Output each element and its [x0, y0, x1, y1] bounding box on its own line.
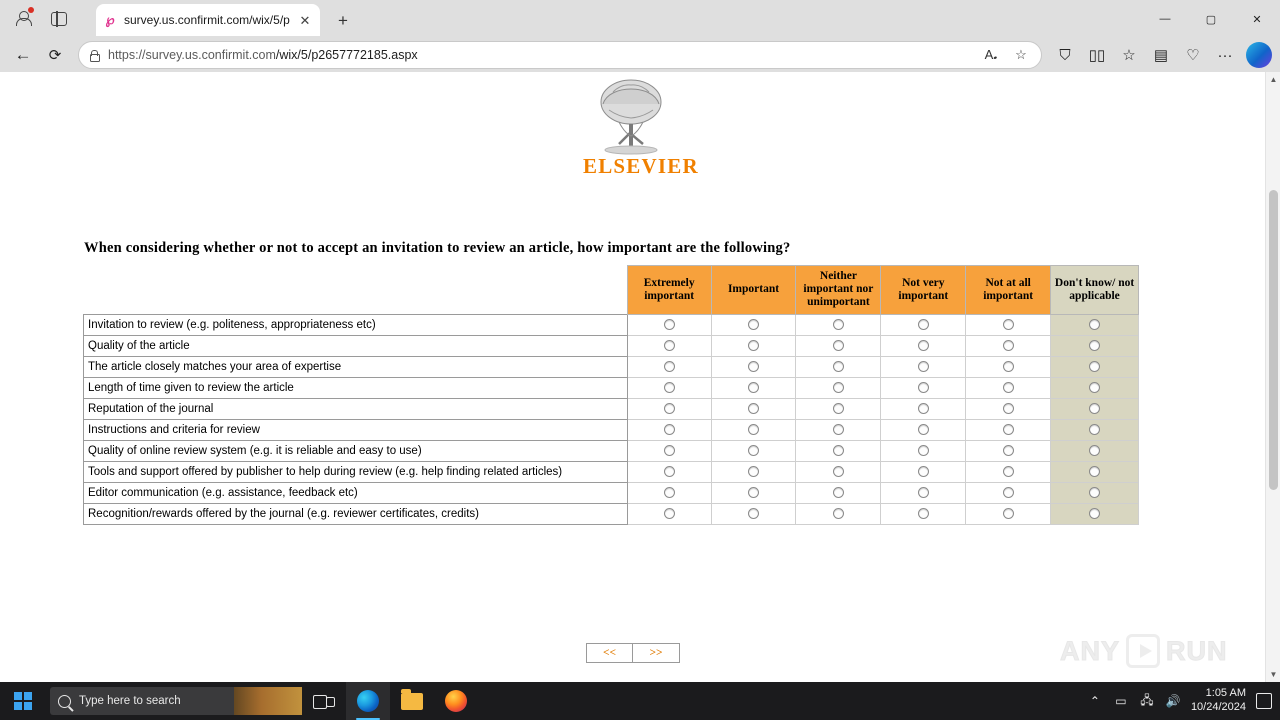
file-explorer-icon	[401, 693, 423, 710]
radio-button[interactable]	[664, 508, 675, 519]
radio-button[interactable]	[748, 466, 759, 477]
radio-cell[interactable]	[711, 335, 796, 356]
grid-header	[84, 266, 1139, 315]
microsoft-edge-icon	[357, 690, 379, 712]
radio-cell[interactable]	[966, 419, 1051, 440]
watermark-text-left: ANY	[1060, 635, 1121, 666]
radio-button[interactable]	[833, 466, 844, 477]
browser-tab[interactable]	[96, 4, 320, 36]
lock-icon	[87, 49, 100, 62]
radio-cell[interactable]	[966, 335, 1051, 356]
show-hidden-icons-icon[interactable]: ⌃	[1089, 694, 1100, 708]
tab-title: survey.us.confirmit.com/wix/5/p	[124, 13, 290, 27]
new-tab-button[interactable]: +	[338, 11, 348, 30]
anyrun-watermark	[1060, 622, 1260, 680]
radio-cell[interactable]	[796, 335, 881, 356]
radio-button[interactable]	[918, 319, 929, 330]
row-label: Length of time given to review the article	[84, 377, 628, 398]
column-header-neither: Neither important nor unimportant	[796, 266, 881, 315]
radio-button[interactable]	[664, 340, 675, 351]
maximize-button[interactable]: ▢	[1205, 13, 1217, 26]
radio-cell[interactable]	[966, 440, 1051, 461]
search-placeholder: Type here to search	[79, 695, 181, 707]
search-icon	[58, 695, 71, 708]
radio-button[interactable]	[1003, 382, 1014, 393]
radio-button[interactable]	[664, 382, 675, 393]
radio-cell[interactable]	[627, 461, 711, 482]
radio-cell[interactable]	[881, 482, 966, 503]
radio-button[interactable]	[664, 466, 675, 477]
row-label: Tools and support offered by publisher to help during review (e.g. help finding related articles)	[84, 461, 628, 482]
radio-button[interactable]	[664, 319, 675, 330]
search-decoration-image	[234, 687, 302, 715]
taskbar-app-firefox[interactable]	[434, 682, 478, 720]
collections-icon[interactable]: ▤	[1153, 47, 1169, 64]
radio-button[interactable]	[1089, 508, 1100, 519]
radio-cell[interactable]	[627, 314, 711, 335]
minimize-button[interactable]: —	[1159, 13, 1171, 25]
radio-cell[interactable]	[796, 461, 881, 482]
radio-cell[interactable]	[796, 503, 881, 524]
radio-cell[interactable]	[796, 482, 881, 503]
network-icon[interactable]: 🖧	[1140, 692, 1154, 707]
radio-cell[interactable]	[966, 314, 1051, 335]
radio-button[interactable]	[664, 424, 675, 435]
radio-cell[interactable]	[881, 377, 966, 398]
column-header-dont-know: Don't know/ not applicable	[1051, 266, 1139, 315]
task-view-button[interactable]	[302, 682, 346, 720]
url-prefix: https://	[108, 48, 146, 62]
column-header-not-at-all-important: Not at all important	[966, 266, 1051, 315]
clock-date: 10/24/2024	[1190, 701, 1246, 713]
table-row	[84, 461, 1139, 482]
taskbar-app-edge[interactable]	[346, 682, 390, 720]
browser-essentials-icon[interactable]: ♡	[1186, 47, 1200, 64]
table-row	[84, 440, 1139, 461]
url-path: /wix/5/p2657772185.aspx	[275, 48, 418, 62]
url-text	[108, 48, 418, 62]
previous-page-button[interactable]: <<	[587, 644, 633, 662]
tab-search-button[interactable]	[44, 4, 74, 34]
radio-button[interactable]	[1003, 424, 1014, 435]
survey-navigation	[586, 643, 680, 663]
radio-button[interactable]	[1089, 361, 1100, 372]
row-label: Reputation of the journal	[84, 398, 628, 419]
taskbar-app-file-explorer[interactable]	[390, 682, 434, 720]
radio-button[interactable]	[1003, 445, 1014, 456]
survey-page	[0, 72, 1265, 682]
radio-cell[interactable]	[966, 461, 1051, 482]
radio-button[interactable]	[748, 319, 759, 330]
favorite-star-icon[interactable]: ☆	[1015, 47, 1027, 62]
radio-cell[interactable]	[627, 440, 711, 461]
radio-cell[interactable]	[627, 482, 711, 503]
radio-button[interactable]	[918, 424, 929, 435]
radio-cell[interactable]	[966, 398, 1051, 419]
radio-cell[interactable]	[966, 503, 1051, 524]
radio-button[interactable]	[918, 403, 929, 414]
radio-cell[interactable]	[881, 461, 966, 482]
radio-button[interactable]	[664, 487, 675, 498]
row-label: Editor communication (e.g. assistance, feedback etc)	[84, 482, 628, 503]
elsevier-tree-icon	[583, 72, 680, 156]
radio-button[interactable]	[1089, 487, 1100, 498]
radio-cell[interactable]	[711, 461, 796, 482]
table-row	[84, 503, 1139, 524]
radio-cell-dont-know[interactable]	[1051, 314, 1139, 335]
radio-cell[interactable]	[881, 356, 966, 377]
address-bar-actions	[979, 43, 1033, 67]
favorites-icon[interactable]: ☆	[1122, 47, 1136, 64]
refresh-button[interactable]: ⟳	[48, 47, 62, 64]
taskbar-search[interactable]	[50, 687, 302, 715]
radio-cell[interactable]	[881, 314, 966, 335]
radio-button[interactable]	[1003, 466, 1014, 477]
elsevier-wordmark: ELSEVIER	[583, 154, 699, 178]
grid-corner-cell	[84, 266, 628, 315]
start-button[interactable]	[0, 682, 46, 720]
column-header-important: Important	[711, 266, 796, 315]
radio-button[interactable]	[748, 382, 759, 393]
radio-cell-dont-know[interactable]	[1051, 419, 1139, 440]
radio-button[interactable]	[748, 445, 759, 456]
radio-button[interactable]	[748, 361, 759, 372]
column-header-extremely-important: Extremely important	[627, 266, 711, 315]
table-row	[84, 482, 1139, 503]
radio-cell[interactable]	[796, 398, 881, 419]
radio-cell[interactable]	[711, 356, 796, 377]
radio-cell[interactable]	[796, 419, 881, 440]
browser-toolbar	[0, 38, 1280, 72]
table-row	[84, 335, 1139, 356]
page-viewport	[0, 72, 1280, 682]
radio-cell-dont-know[interactable]	[1051, 335, 1139, 356]
radio-cell[interactable]	[627, 398, 711, 419]
radio-button[interactable]	[918, 445, 929, 456]
radio-button[interactable]	[833, 445, 844, 456]
radio-cell[interactable]	[627, 419, 711, 440]
radio-button[interactable]	[918, 466, 929, 477]
radio-button[interactable]	[748, 424, 759, 435]
radio-button[interactable]	[1003, 508, 1014, 519]
row-label: Quality of online review system (e.g. it is reliable and easy to use)	[84, 440, 628, 461]
radio-button[interactable]	[833, 508, 844, 519]
radio-button[interactable]	[664, 445, 675, 456]
radio-button[interactable]	[918, 361, 929, 372]
radio-button[interactable]	[918, 487, 929, 498]
radio-button[interactable]	[1003, 403, 1014, 414]
grid-body	[84, 314, 1139, 524]
split-screen-icon[interactable]: ▯▯	[1088, 47, 1106, 64]
radio-cell[interactable]	[627, 503, 711, 524]
profile-alert-dot	[28, 7, 34, 13]
radio-cell-dont-know[interactable]	[1051, 440, 1139, 461]
radio-button[interactable]	[664, 361, 675, 372]
row-label: Instructions and criteria for review	[84, 419, 628, 440]
radio-cell[interactable]	[881, 419, 966, 440]
radio-button[interactable]	[833, 487, 844, 498]
radio-button[interactable]	[1089, 424, 1100, 435]
person-icon	[15, 11, 31, 27]
radio-cell-dont-know[interactable]	[1051, 482, 1139, 503]
radio-button[interactable]	[918, 508, 929, 519]
url-host: survey.us.confirmit.com	[145, 48, 276, 62]
settings-and-more-icon[interactable]: ···	[1217, 46, 1233, 64]
radio-cell[interactable]	[796, 314, 881, 335]
scroll-down-icon[interactable]: ▼	[1269, 670, 1278, 679]
read-aloud-icon[interactable]: A𝅘	[984, 47, 998, 62]
radio-cell[interactable]	[881, 503, 966, 524]
radio-cell[interactable]	[881, 440, 966, 461]
radio-cell-dont-know[interactable]	[1051, 398, 1139, 419]
radio-cell[interactable]	[796, 356, 881, 377]
back-button[interactable]: ←	[14, 45, 32, 64]
radio-button[interactable]	[748, 487, 759, 498]
radio-cell[interactable]	[711, 482, 796, 503]
radio-cell[interactable]	[711, 377, 796, 398]
extensions-icon[interactable]: ⛉	[1059, 46, 1071, 64]
radio-cell[interactable]	[627, 377, 711, 398]
scroll-up-icon[interactable]: ▲	[1269, 75, 1278, 84]
radio-button[interactable]	[833, 340, 844, 351]
radio-button[interactable]	[748, 403, 759, 414]
window-close-button[interactable]: ✕	[1252, 13, 1262, 26]
windows-taskbar	[0, 682, 1280, 720]
radio-button[interactable]	[1089, 382, 1100, 393]
clock[interactable]	[1191, 687, 1246, 715]
radio-cell[interactable]	[627, 356, 711, 377]
radio-cell-dont-know[interactable]	[1051, 503, 1139, 524]
close-icon[interactable]: ✕	[299, 12, 311, 28]
radio-button[interactable]	[1003, 361, 1014, 372]
removable-media-icon[interactable]: ▭	[1115, 694, 1127, 708]
windows-logo-icon	[14, 692, 32, 710]
radio-button[interactable]	[1089, 403, 1100, 414]
radio-button[interactable]	[833, 319, 844, 330]
radio-cell[interactable]	[796, 440, 881, 461]
next-page-button[interactable]: >>	[633, 644, 679, 662]
firefox-icon	[445, 690, 467, 712]
radio-button[interactable]	[833, 424, 844, 435]
column-header-not-very-important: Not very important	[881, 266, 966, 315]
row-label: The article closely matches your area of expertise	[84, 356, 628, 377]
radio-cell[interactable]	[881, 398, 966, 419]
radio-button[interactable]	[748, 340, 759, 351]
radio-cell[interactable]	[711, 314, 796, 335]
radio-cell-dont-know[interactable]	[1051, 461, 1139, 482]
radio-cell[interactable]	[796, 377, 881, 398]
grid-header-row	[84, 266, 1139, 315]
table-row	[84, 356, 1139, 377]
table-row	[84, 314, 1139, 335]
system-tray	[1087, 687, 1280, 715]
tab-search-icon	[51, 12, 67, 26]
radio-cell[interactable]	[711, 419, 796, 440]
radio-cell[interactable]	[966, 482, 1051, 503]
rating-grid	[83, 265, 1139, 525]
play-icon	[1126, 634, 1160, 668]
radio-button[interactable]	[918, 340, 929, 351]
radio-button[interactable]	[1089, 445, 1100, 456]
radio-cell[interactable]	[711, 503, 796, 524]
radio-button[interactable]	[1003, 487, 1014, 498]
tab-strip	[0, 0, 1280, 38]
row-label: Invitation to review (e.g. politeness, appropriateness etc)	[84, 314, 628, 335]
browser-chrome	[0, 0, 1280, 72]
watermark-text-right: RUN	[1166, 635, 1228, 666]
radio-button[interactable]	[664, 403, 675, 414]
table-row	[84, 419, 1139, 440]
radio-button[interactable]	[833, 361, 844, 372]
radio-button[interactable]	[1089, 319, 1100, 330]
radio-cell[interactable]	[966, 356, 1051, 377]
row-label: Recognition/rewards offered by the journal (e.g. reviewer certificates, credits)	[84, 503, 628, 524]
page-scrollbar[interactable]	[1265, 72, 1280, 682]
address-bar[interactable]	[78, 41, 1042, 69]
copilot-icon[interactable]	[1246, 42, 1272, 68]
radio-cell[interactable]	[711, 440, 796, 461]
radio-button[interactable]	[1089, 340, 1100, 351]
radio-button[interactable]	[1003, 319, 1014, 330]
scrollbar-thumb[interactable]	[1269, 190, 1278, 490]
radio-cell[interactable]	[627, 335, 711, 356]
table-row	[84, 377, 1139, 398]
notifications-icon[interactable]	[1256, 693, 1272, 709]
question-text: When considering whether or not to accept an invitation to review an article, how important are the following?	[84, 240, 791, 256]
radio-button[interactable]	[748, 508, 759, 519]
radio-cell[interactable]	[881, 335, 966, 356]
radio-button[interactable]	[1089, 466, 1100, 477]
radio-button[interactable]	[833, 403, 844, 414]
volume-icon[interactable]: 🔊	[1165, 694, 1181, 708]
task-view-icon	[313, 693, 335, 709]
confirmit-favicon-icon: ℘	[105, 12, 115, 27]
radio-button[interactable]	[833, 382, 844, 393]
radio-button[interactable]	[1003, 340, 1014, 351]
table-row	[84, 398, 1139, 419]
tabstrip-left-icons	[8, 4, 94, 34]
radio-cell-dont-know[interactable]	[1051, 377, 1139, 398]
clock-time: 1:05 AM	[1205, 687, 1246, 700]
row-label: Quality of the article	[84, 335, 628, 356]
radio-cell[interactable]	[966, 377, 1051, 398]
elsevier-logo	[583, 72, 699, 179]
radio-cell[interactable]	[711, 398, 796, 419]
profile-button[interactable]	[8, 4, 38, 34]
radio-cell-dont-know[interactable]	[1051, 356, 1139, 377]
window-controls	[1142, 0, 1280, 38]
radio-button[interactable]	[918, 382, 929, 393]
